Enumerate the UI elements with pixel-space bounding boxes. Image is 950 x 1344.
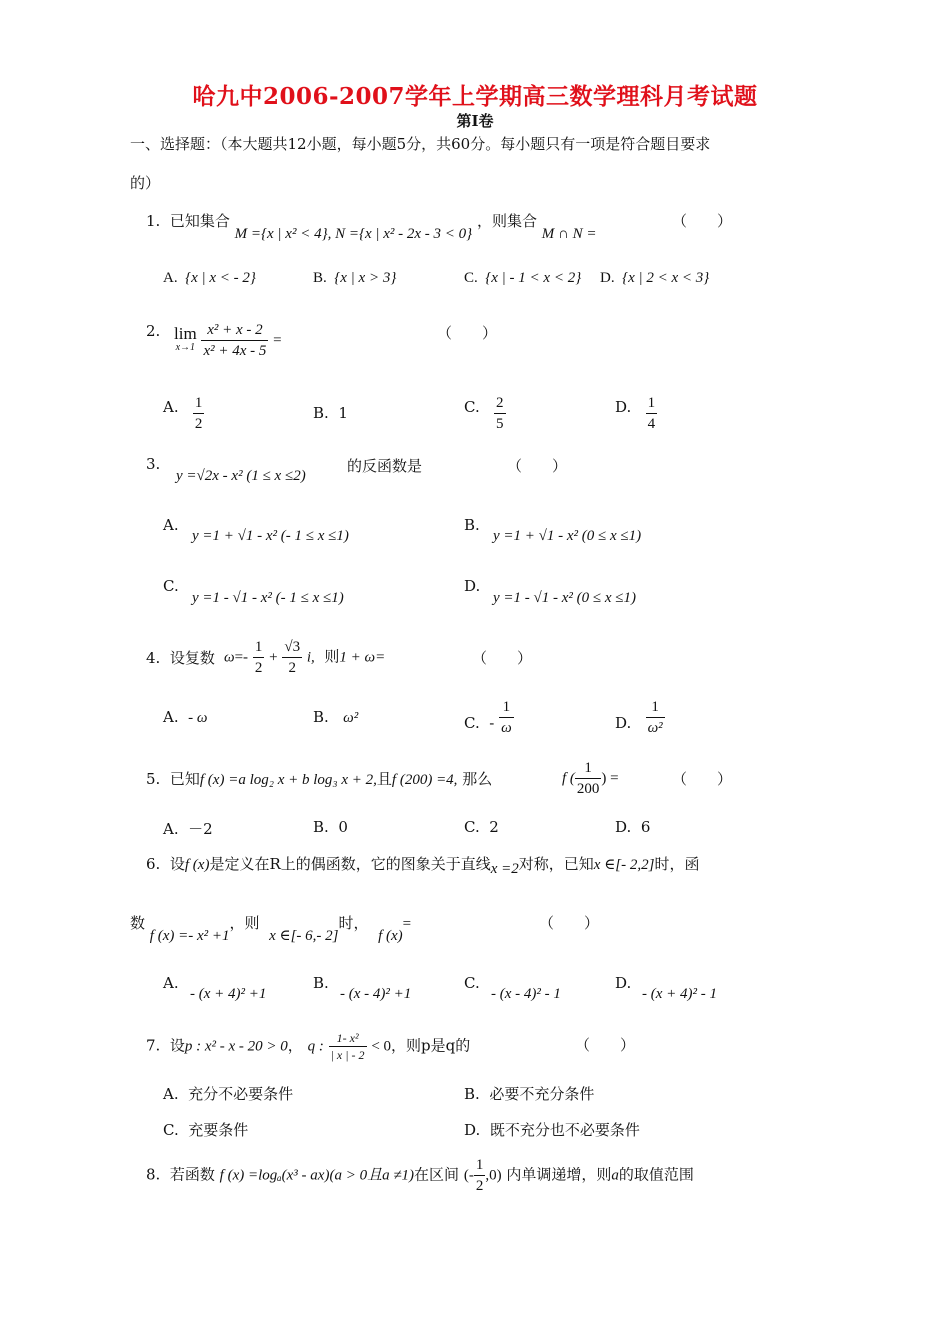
- option-d: D. 既不充分也不必要条件: [464, 1121, 640, 1139]
- option-b: - (x - 4)² +1: [340, 986, 412, 1002]
- option-b-label: B.: [313, 974, 329, 992]
- option-b-label: B.: [464, 516, 480, 534]
- option-c: C. 充要条件: [163, 1121, 249, 1139]
- option-d: D. {x | 2 < x < 3}: [600, 270, 710, 286]
- option-c-label: C.: [163, 577, 179, 595]
- question-stem: 的反函数是: [347, 457, 423, 475]
- function-expr: f (x) =a log₂ x + b log₃ x + 2,: [199, 772, 377, 788]
- set-definition: M ={x | x² < 4}, N ={x | x² - 2x - 3 < 0}: [234, 226, 473, 242]
- question-stem: 设复数: [169, 649, 215, 667]
- exam-title: 哈九中2006-2007学年上学期高三数学理科月考试题: [192, 83, 758, 110]
- limit-fraction: $\frac{\text{x² + x - 2}}{\text{x² + 4x - 5}}$: [203, 322, 267, 359]
- answer-paren: （ ）: [672, 770, 733, 788]
- question-stem-cont: ，则集合: [476, 212, 537, 230]
- question-number: 5.: [146, 770, 161, 788]
- option-c: C. 2: [464, 818, 499, 836]
- option-a-label: A.: [163, 516, 179, 534]
- option-a: y =1 + √1 - x² (- 1 ≤ x ≤1): [192, 528, 349, 544]
- option-b: B. {x | x > 3}: [313, 270, 397, 286]
- option-d-label: D.: [464, 577, 481, 595]
- question-2: [146, 322, 160, 340]
- option-c-label: C.: [464, 974, 480, 992]
- option-a: - (x + 4)² +1: [190, 986, 267, 1002]
- question-number: 3.: [146, 455, 161, 473]
- answer-paren: （ ）: [539, 914, 600, 932]
- limit-expression: lim x→1 $\frac{\text{x² + x - 2}}{\text{x² + 4x - 5}}$ =: [174, 322, 282, 359]
- option-b: B. 0: [313, 818, 348, 836]
- question-stem: 已知集合: [169, 212, 230, 230]
- answer-paren: （ ）: [507, 457, 568, 475]
- section-heading-cont: 的）: [130, 174, 161, 192]
- option-b: B. 1: [313, 404, 348, 422]
- section-heading: 一、选择题：（本大题共12小题，每小题5分，共60分。每小题只有一项是符合题目要求: [130, 135, 711, 153]
- option-d: y =1 - √1 - x² (0 ≤ x ≤1): [493, 590, 637, 606]
- question-number: 7.: [146, 1036, 161, 1055]
- condition-p: p : x² - x - 20 > 0: [184, 1038, 288, 1055]
- option-a: A. －2: [163, 820, 213, 838]
- option-d-label: D.: [615, 974, 632, 992]
- question-number: 6.: [146, 855, 161, 873]
- question-5: 5. 已知f (x) =a log₂ x + b log₃ x + 2,且f (200) =4, 那么: [146, 770, 493, 788]
- question-8: 8. 若函数 f (x) =logₐ(x³ - ax)(a > 0且a ≠1)在区间 (- $\frac{1}{2}$ ,0) 内单调递增，则a的取值范围: [146, 1157, 694, 1194]
- answer-paren: （ ）: [672, 212, 733, 230]
- volume-label: 第Ⅰ卷: [456, 112, 494, 130]
- option-a: A. $\frac{1}{2}$: [163, 395, 203, 432]
- option-b: y =1 + √1 - x² (0 ≤ x ≤1): [493, 528, 642, 544]
- option-c: y =1 - √1 - x² (- 1 ≤ x ≤1): [192, 590, 344, 606]
- answer-paren: （ ）: [437, 324, 498, 342]
- answer-paren: （ ）: [472, 649, 533, 667]
- answer-paren: （ ）: [575, 1036, 636, 1054]
- function-expr: y =√2x - x² (1 ≤ x ≤2): [176, 468, 306, 484]
- option-d: D. $\frac{1}{4}$: [615, 395, 656, 432]
- omega-definition: ω=- $\frac{1}{2}$ + $\frac{√3}{2}$ i, 则1 + ω=: [224, 639, 386, 676]
- option-d: - (x + 4)² - 1: [642, 986, 718, 1002]
- question-4: [146, 647, 215, 668]
- question-1: [146, 210, 597, 242]
- option-c: C. - $\frac{1}{\omega}$: [464, 699, 512, 736]
- question-number: 8.: [146, 1165, 161, 1184]
- option-b: B. 必要不充分条件: [464, 1085, 595, 1103]
- question-6-cont: 数 f (x) =- x² +1，则 x ∈[- 6,- 2]时， f (x)=: [130, 914, 412, 944]
- function-expr: f (x) =logₐ(x³ - ax)(a > 0且a ≠1): [219, 1167, 415, 1184]
- option-c: C. {x | - 1 < x < 2}: [464, 270, 582, 286]
- option-a: A. 充分不必要条件: [163, 1085, 294, 1103]
- option-a: A. {x | x < - 2}: [163, 270, 256, 286]
- question-3: [146, 455, 160, 473]
- option-a: A. - ω: [163, 708, 208, 726]
- question-6: 6. 设f (x)是定义在R上的偶函数，它的图象关于直线x =2对称，已知x ∈[- 2,2]时，函: [146, 855, 700, 877]
- option-d: D. $\frac{1}{\text{ω²}}$: [615, 699, 663, 736]
- evaluate-expr: f ( $\frac{1}{200}$ ) =: [562, 760, 619, 797]
- question-7: 7. 设p : x² - x - 20 > 0， q : $\frac{\text{1- x²}}{| x | - 2}$ < 0，则p是q的: [146, 1031, 471, 1062]
- intersection-expr: M ∩ N =: [541, 226, 597, 242]
- option-a-label: A.: [163, 974, 179, 992]
- question-number: 1.: [146, 212, 161, 230]
- question-number: 4.: [146, 649, 161, 667]
- option-b: B. ω²: [313, 708, 359, 726]
- option-d: D. 6: [615, 818, 651, 836]
- question-number: 2.: [146, 322, 161, 340]
- option-c: C. $\frac{2}{5}$: [464, 395, 504, 432]
- option-c: - (x - 4)² - 1: [491, 986, 561, 1002]
